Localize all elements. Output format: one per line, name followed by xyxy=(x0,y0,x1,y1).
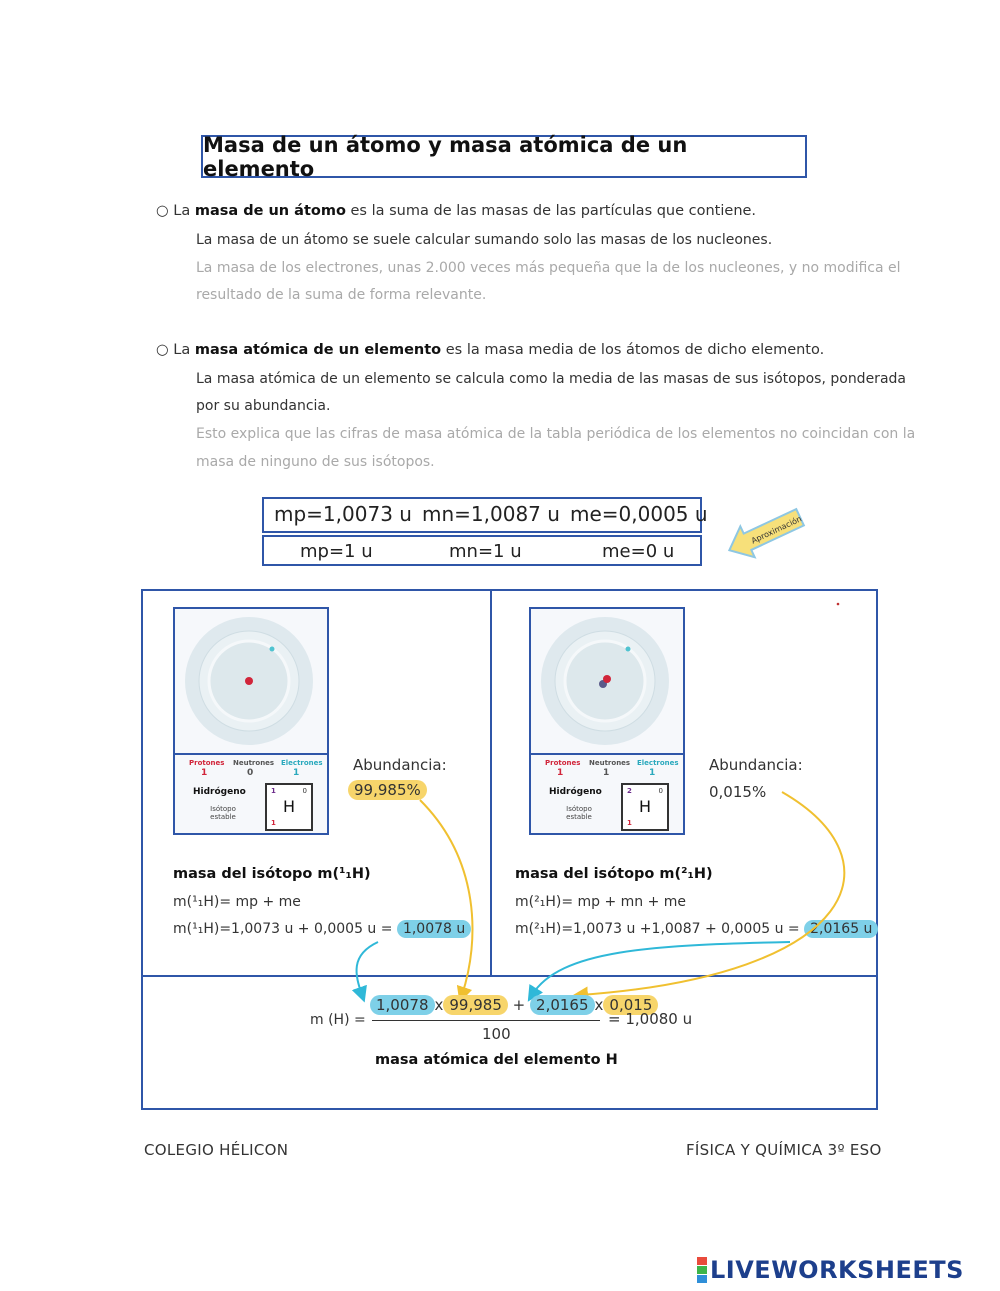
mass-number: 2 xyxy=(627,787,632,795)
atomic-number: 1 xyxy=(271,819,276,827)
average-caption: masa atómica del elemento H xyxy=(375,1052,618,1068)
element-name: Hidrógeno xyxy=(193,787,246,797)
section2-term: masa atómica de un elemento xyxy=(194,342,442,358)
bullet-icon: ○ xyxy=(156,203,169,219)
isotope2-formula: m(²₁H)= mp + mn + me xyxy=(515,894,687,910)
section2-note2: masa de ninguno de sus isótopos. xyxy=(196,454,435,470)
neutrons-count: 0 xyxy=(247,768,254,778)
protons-label: Protones xyxy=(189,759,225,767)
footer-subject: FÍSICA Y QUÍMICA 3º ESO xyxy=(686,1141,882,1159)
mass-number: 1 xyxy=(271,787,276,795)
charge: 0 xyxy=(658,787,663,795)
electron-mass-approx: me=0 u xyxy=(602,541,675,562)
section1-definition: es la suma de las masas de las partículas que contiene. xyxy=(350,203,757,219)
stability-label: Isótopo estable xyxy=(210,805,236,821)
charge: 0 xyxy=(302,787,307,795)
electrons-label: Electrones xyxy=(281,759,323,767)
section2-prefix: La xyxy=(173,342,191,358)
neutrons-label: Neutrones xyxy=(233,759,275,767)
arrow-abundance2-icon xyxy=(580,792,844,995)
electrons-label: Electrones xyxy=(637,759,679,767)
footer-school: COLEGIO HÉLICON xyxy=(144,1141,289,1159)
electron-mass-exact: me=0,0005 u xyxy=(570,502,708,526)
electrons-count: 1 xyxy=(649,768,656,778)
protons-label: Protones xyxy=(545,759,581,767)
abundance2-label: Abundancia: xyxy=(709,756,803,774)
average-lhs: m (H) = xyxy=(310,1012,366,1028)
logo-blocks-icon xyxy=(697,1257,707,1283)
arrow-label: Aproximación xyxy=(749,514,804,546)
abundance1-value: 99,985% xyxy=(348,781,427,799)
section1-line2: La masa de un átomo se suele calcular sumando solo las masas de los nucleones. xyxy=(196,232,773,248)
element-name: Hidrógeno xyxy=(549,787,602,797)
isotope2-heading: masa del isótopo m(²₁H) xyxy=(515,866,713,882)
abundance2-value: 0,015% xyxy=(709,783,767,801)
average-numerator: 1,0078 x 99,985 + 2,0165 x 0,015 xyxy=(370,996,658,1014)
section1-note2: resultado de la suma de forma relevante. xyxy=(196,287,487,303)
neutrons-label: Neutrones xyxy=(589,759,631,767)
arrow-result2-icon xyxy=(532,942,790,995)
neutrons-count: 1 xyxy=(603,768,610,778)
proton-mass-exact: mp=1,0073 u xyxy=(274,502,412,526)
isotope1-heading: masa del isótopo m(¹₁H) xyxy=(173,866,371,882)
protons-count: 1 xyxy=(557,768,564,778)
section1-prefix: La xyxy=(173,203,191,219)
protons-count: 1 xyxy=(201,768,208,778)
section2-line3: por su abundancia. xyxy=(196,398,331,414)
isotope1-calculation: m(¹₁H)=1,0073 u + 0,0005 u = 1,0078 u xyxy=(173,921,471,937)
average-denominator: 100 xyxy=(482,1025,511,1043)
neutron-mass-approx: mn=1 u xyxy=(449,541,522,562)
section1-note1: La masa de los electrones, unas 2.000 veces más pequeña que la de los nucleones, y no modifica el xyxy=(196,260,901,276)
page-title: Masa de un átomo y masa atómica de un elemento xyxy=(201,135,807,178)
section2-line2: La masa atómica de un elemento se calcula como la media de las masas de sus isótopos, ponderada xyxy=(196,371,906,387)
arrow-abundance1-icon xyxy=(420,800,472,995)
liveworksheets-logo[interactable] xyxy=(697,1256,964,1284)
neutron-mass-exact: mn=1,0087 u xyxy=(422,502,560,526)
abundance1-label: Abundancia: xyxy=(353,756,447,774)
section1-term: masa de un átomo xyxy=(194,203,346,219)
bullet-icon: ○ xyxy=(156,342,169,358)
isotope2-calculation: m(²₁H)=1,0073 u +1,0087 + 0,0005 u = 2,0165 u xyxy=(515,921,878,937)
arrow-result1-icon xyxy=(357,942,378,995)
section2-definition: es la masa media de los átomos de dicho elemento. xyxy=(445,342,825,358)
stability-label: Isótopo estable xyxy=(566,805,592,821)
isotope1-formula: m(¹₁H)= mp + me xyxy=(173,894,301,910)
element-symbol: H xyxy=(639,797,652,816)
section2-note1: Esto explica que las cifras de masa atómica de la tabla periódica de los elementos no coincidan con la xyxy=(196,426,916,442)
isotope1-result: 1,0078 u xyxy=(397,920,471,938)
isotope2-result: 2,0165 u xyxy=(804,920,878,938)
fraction-bar xyxy=(372,1020,600,1021)
electrons-count: 1 xyxy=(293,768,300,778)
average-result: = 1,0080 u xyxy=(608,1010,693,1028)
proton-mass-approx: mp=1 u xyxy=(300,541,373,562)
logo-text: LIVEWORKSHEETS xyxy=(710,1256,964,1284)
atomic-number: 1 xyxy=(627,819,632,827)
element-symbol: H xyxy=(283,797,296,816)
dot-mark xyxy=(837,603,840,606)
